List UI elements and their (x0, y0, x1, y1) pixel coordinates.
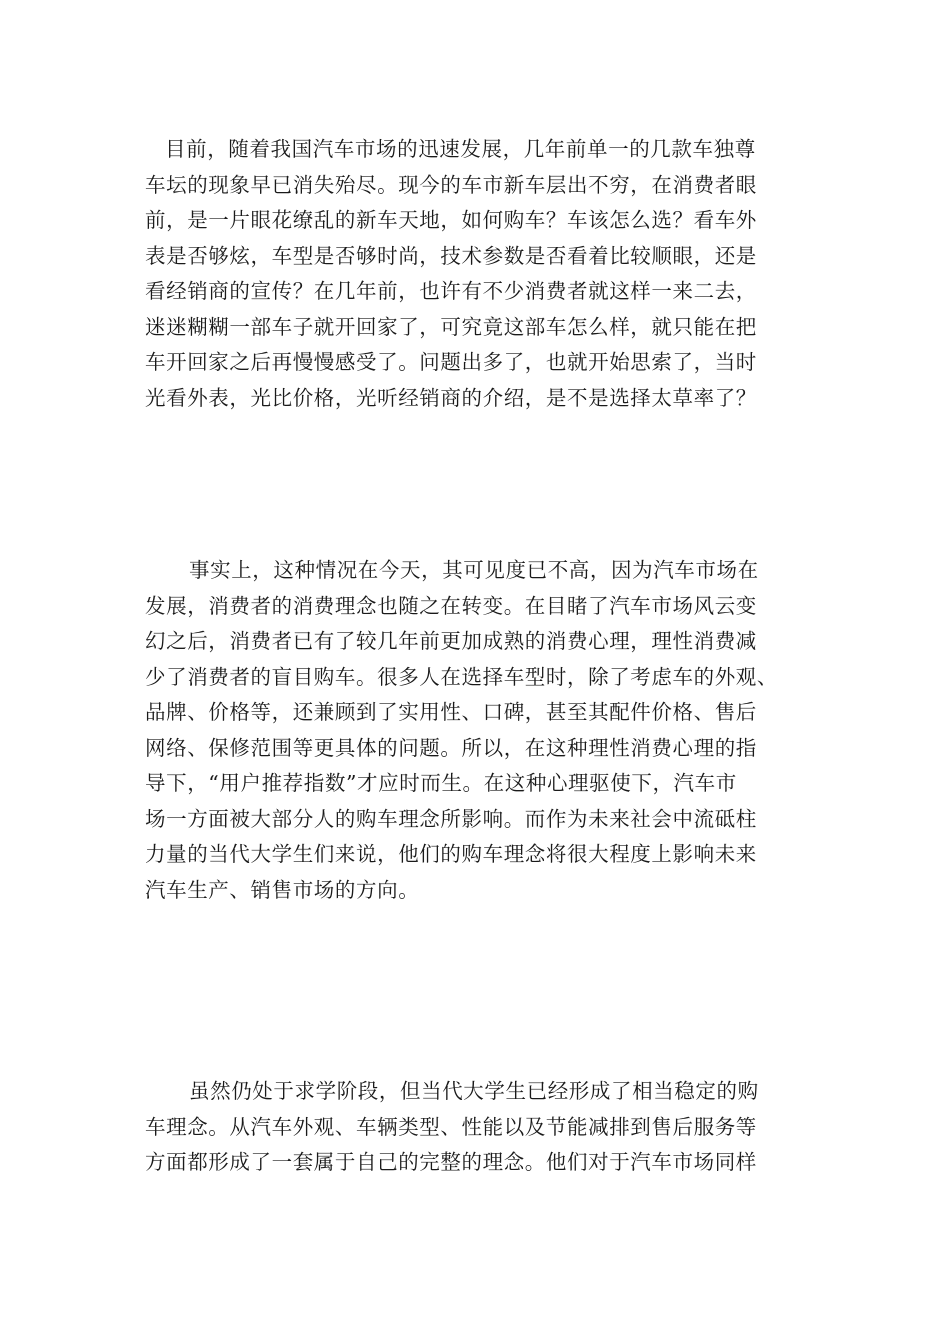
text-line: 场一方面被大部分人的购车理念所影响。而作为未来社会中流砥柱 (145, 806, 757, 831)
text-line: 发展，消费者的消费理念也随之在转变。在目睹了汽车市场风云变 (145, 593, 757, 618)
text-line: 方面都形成了一套属于自己的完整的理念。他们对于汽车市场同样 (145, 1150, 757, 1174)
text-line: 力量的当代大学生们来说，他们的购车理念将很大程度上影响未来 (145, 842, 757, 866)
text-line: 虽然仍处于求学阶段，但当代大学生已经形成了相当稳定的购 (189, 1079, 759, 1103)
text-line: 光看外表，光比价格，光听经销商的介绍，是不是选择太草率了？ (145, 385, 757, 410)
text-line: 迷迷糊糊一部车子就开回家了，可究竟这部车怎么样，就只能在把 (145, 314, 757, 339)
text-line: 品牌、价格等，还兼顾到了实用性、口碑，甚至其配件价格、售后 (145, 700, 757, 724)
text-line: 表是否够炫，车型是否够时尚，技术参数是否看着比较顺眼，还是 (145, 243, 757, 268)
text-line: 网络、保修范围等更具体的问题。所以，在这种理性消费心理的指 (145, 735, 757, 760)
text-line: 汽车生产、销售市场的方向。 (145, 877, 420, 902)
text-line: 车理念。从汽车外观、车辆类型、性能以及节能减排到售后服务等 (145, 1114, 757, 1139)
text-line: 少了消费者的盲目购车。很多人在选择车型时，除了考虑车的外观、 (145, 664, 778, 689)
text-line: 导下，“用户推荐指数”才应时而生。在这种心理驱使下，汽车市 (145, 771, 737, 795)
text-line: 看经销商的宣传？在几年前，也许有不少消费者就这样一来二去， (145, 279, 757, 303)
paragraph-2 (145, 553, 805, 908)
text-line: 目前，随着我国汽车市场的迅速发展，几年前单一的几款车独尊 (165, 137, 756, 161)
paragraph-1 (145, 132, 805, 416)
text-line: 幻之后，消费者已有了较几年前更加成熟的消费心理，理性消费减 (145, 629, 757, 653)
paragraph-3 (145, 1074, 805, 1181)
text-line: 事实上，这种情况在今天，其可见度已不高，因为汽车市场在 (189, 558, 759, 582)
text-line: 车开回家之后再慢慢感受了。问题出多了，也就开始思索了，当时 (145, 350, 757, 374)
text-line: 车坛的现象早已消失殆尽。现今的车市新车层出不穷，在消费者眼 (145, 172, 757, 197)
text-line: 前，是一片眼花缭乱的新车天地，如何购车？车该怎么选？看车外 (145, 208, 757, 232)
